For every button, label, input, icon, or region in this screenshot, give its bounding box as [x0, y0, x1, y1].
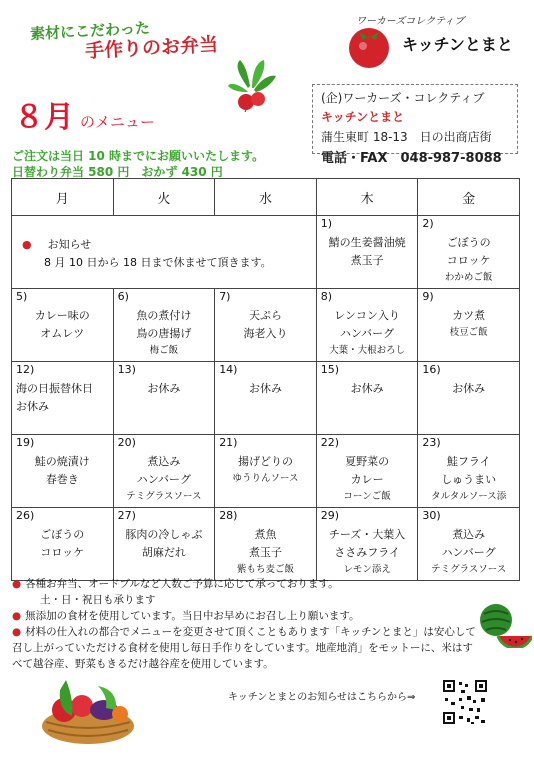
- weekday-thu: 木: [316, 179, 418, 216]
- menu-item: 胡麻だれ: [141, 546, 186, 559]
- menu-item: 煮込み: [452, 528, 486, 541]
- tagline-main: 手作りのお弁当: [84, 33, 219, 63]
- notice-text: 8 月 10 日から 18 日まで休ませて頂きます。: [44, 256, 272, 269]
- day-cell-26: [12, 508, 114, 581]
- menu-item: 豚肉の冷しゃぶ: [125, 528, 203, 541]
- menu-item: しゅうまい: [441, 473, 497, 486]
- day-cell-7: [215, 289, 317, 362]
- weekday-header-row: [12, 179, 520, 216]
- day-number: 7): [219, 290, 231, 303]
- note-ingredients: 材料の仕入れの都合でメニューを変更させて頂くこともあります「キッチンとまと」は安心して召し上がっていただける食材を使用し毎日手作りをしています。地産地消」をモットーに、米はすべて越谷産、野菜もきるだけ越谷産を使用しています。: [12, 626, 476, 670]
- vegetable-basket-icon: [38, 660, 138, 746]
- menu-side: ゆうりんソース: [232, 473, 299, 484]
- price-info: 日替わり弁当 580 円 おかず 430 円: [12, 165, 223, 179]
- menu-item: カレー: [350, 473, 384, 486]
- menu-item: 揚げどりの: [237, 455, 293, 468]
- menu-side: 梅ご飯: [149, 345, 179, 356]
- menu-item: 春巻き: [45, 473, 79, 486]
- menu-item: お休み: [16, 400, 49, 413]
- day-number: 27): [117, 509, 136, 522]
- day-number: 26): [16, 509, 35, 522]
- radish-icon: [226, 58, 278, 112]
- tomato-bullet-icon: ●: [12, 626, 22, 638]
- menu-item: 海の日振替休日: [16, 382, 93, 395]
- day-cell-14: [215, 362, 317, 435]
- day-cell-23: [418, 435, 520, 508]
- menu-item: ごぼうの: [446, 236, 491, 249]
- qr-label: キッチンとまとのお知らせはこちらから⇒: [228, 692, 416, 703]
- day-number: 23): [422, 436, 441, 449]
- menu-side: 大葉・大根おろし: [329, 345, 406, 356]
- menu-side: タルタルソース添: [431, 491, 507, 502]
- shop-phone: 電話・FAX 048-987-8088: [321, 151, 502, 166]
- menu-item: 煮玉子: [248, 546, 282, 559]
- menu-item: チーズ・大葉入: [328, 528, 406, 541]
- day-number: 21): [219, 436, 238, 449]
- watermelon-icon: [478, 600, 532, 648]
- shop-address: 蒲生東町 18-13 日の出商店街: [321, 130, 492, 144]
- day-number: 29): [320, 509, 340, 522]
- menu-item: 魚の煮付け: [136, 309, 192, 322]
- day-number: 14): [219, 363, 238, 376]
- menu-item: お休み: [248, 382, 282, 395]
- day-number: 16): [422, 363, 441, 376]
- menu-item: カツ煮: [452, 309, 486, 322]
- weekday-mon: 月: [12, 179, 114, 216]
- day-cell-29: [316, 508, 418, 581]
- qr-code[interactable]: [441, 678, 489, 726]
- day-cell-9: [418, 289, 520, 362]
- day-number: 22): [320, 436, 340, 449]
- shop-name: キッチンとまと: [321, 110, 405, 124]
- day-cell-27: [113, 508, 215, 581]
- week-row-4: [12, 435, 520, 508]
- menu-item: ハンバーグ: [339, 327, 395, 340]
- month-label: ８月: [14, 100, 74, 135]
- menu-side: 枝豆ご飯: [449, 327, 488, 338]
- menu-item: レンコン入り: [334, 309, 400, 322]
- notice-cell: [12, 216, 317, 289]
- note-catering: 各種お弁当、オードブルなど人数ご予算に応じて承っております。: [25, 578, 339, 590]
- tomato-bullet-icon: ●: [22, 238, 32, 251]
- week-row-3: [12, 362, 520, 435]
- menu-item: オムレツ: [40, 327, 85, 340]
- logo-subtitle: ワーカーズコレクティブ: [356, 16, 465, 27]
- note-additive-free: 無添加の食材を使用しています。当日中お早めにお召し上り願います。: [25, 610, 360, 622]
- note-weekend: 土・日・祝日も承ります: [40, 594, 156, 606]
- day-cell-1: [316, 216, 418, 289]
- shop-info-box: [312, 84, 518, 166]
- menu-side: 紫もち麦ご飯: [236, 564, 294, 575]
- tomato-bullet-icon: ●: [12, 610, 22, 622]
- day-number: 28): [219, 509, 238, 522]
- day-cell-12: [12, 362, 114, 435]
- day-number: 13): [117, 363, 136, 376]
- tomato-bullet-icon: ●: [12, 578, 22, 590]
- menu-item: 鮭の焼漬け: [34, 455, 90, 468]
- day-number: 8): [320, 290, 333, 303]
- week-row-1: [12, 216, 520, 289]
- day-cell-30: [418, 508, 520, 581]
- menu-side: テミグラスソース: [431, 564, 507, 575]
- menu-item: 煮魚: [254, 528, 277, 541]
- day-number: 1): [320, 217, 333, 230]
- day-number: 12): [16, 363, 35, 376]
- day-number: 30): [422, 509, 441, 522]
- day-number: 5): [16, 290, 28, 303]
- menu-item: 天ぷら: [248, 309, 282, 322]
- weekday-fri: 金: [418, 179, 520, 216]
- day-number: 2): [422, 217, 434, 230]
- menu-item: ハンバーグ: [136, 473, 191, 486]
- day-cell-22: [316, 435, 418, 508]
- day-cell-5: [12, 289, 114, 362]
- menu-item: ささみフライ: [334, 546, 400, 559]
- menu-item: カレー味の: [34, 309, 90, 322]
- notice-title: お知らせ: [47, 238, 92, 251]
- menu-side: レモン添え: [343, 564, 391, 575]
- menu-item: ハンバーグ: [441, 546, 496, 559]
- day-cell-19: [12, 435, 114, 508]
- menu-item: お休み: [350, 382, 384, 395]
- day-cell-13: [113, 362, 215, 435]
- menu-label: のメニュー: [80, 113, 156, 131]
- day-cell-2: [418, 216, 520, 289]
- weekday-tue: 火: [113, 179, 215, 216]
- menu-side: テミグラスソース: [126, 491, 202, 502]
- menu-item: コロッケ: [446, 254, 491, 267]
- week-row-5: [12, 508, 520, 581]
- page-title: [14, 92, 155, 136]
- day-number: 20): [117, 436, 136, 449]
- day-cell-15: [316, 362, 418, 435]
- day-cell-16: [418, 362, 520, 435]
- menu-item: 煮込み: [147, 455, 181, 468]
- menu-side: わかめご飯: [444, 272, 493, 283]
- day-number: 9): [422, 290, 434, 303]
- notes: [12, 576, 482, 672]
- day-cell-8: [316, 289, 418, 362]
- menu-item: コロッケ: [40, 546, 85, 559]
- day-cell-21: [215, 435, 317, 508]
- day-number: 15): [320, 363, 340, 376]
- day-cell-20: [113, 435, 215, 508]
- menu-item: ごぼうの: [40, 528, 85, 541]
- order-info: [12, 148, 264, 180]
- tagline-top: 素材にこだわった: [29, 18, 151, 44]
- day-cell-28: [215, 508, 317, 581]
- menu-item: お休み: [452, 382, 486, 395]
- menu-side: コーンご飯: [343, 491, 391, 502]
- menu-item: 海老入り: [243, 327, 288, 340]
- day-number: 6): [117, 290, 129, 303]
- weekday-wed: 水: [215, 179, 317, 216]
- order-deadline: ご注文は当日 10 時までにお願いいたします。: [12, 149, 265, 163]
- menu-item: お休み: [147, 382, 181, 395]
- menu-item: 鯖の生姜醤油焼: [328, 236, 406, 249]
- menu-item: 鳥の唐揚げ: [136, 327, 192, 340]
- day-cell-6: [113, 289, 215, 362]
- menu-item: 煮玉子: [350, 254, 384, 267]
- menu-calendar: [11, 178, 520, 581]
- shop-org: (企)ワーカーズ・コレクティブ: [321, 91, 485, 105]
- day-number: 19): [16, 436, 35, 449]
- week-row-2: [12, 289, 520, 362]
- menu-item: 夏野菜の: [345, 455, 390, 468]
- menu-item: 鮭フライ: [446, 455, 491, 468]
- logo-name: キッチンとまと: [402, 35, 513, 54]
